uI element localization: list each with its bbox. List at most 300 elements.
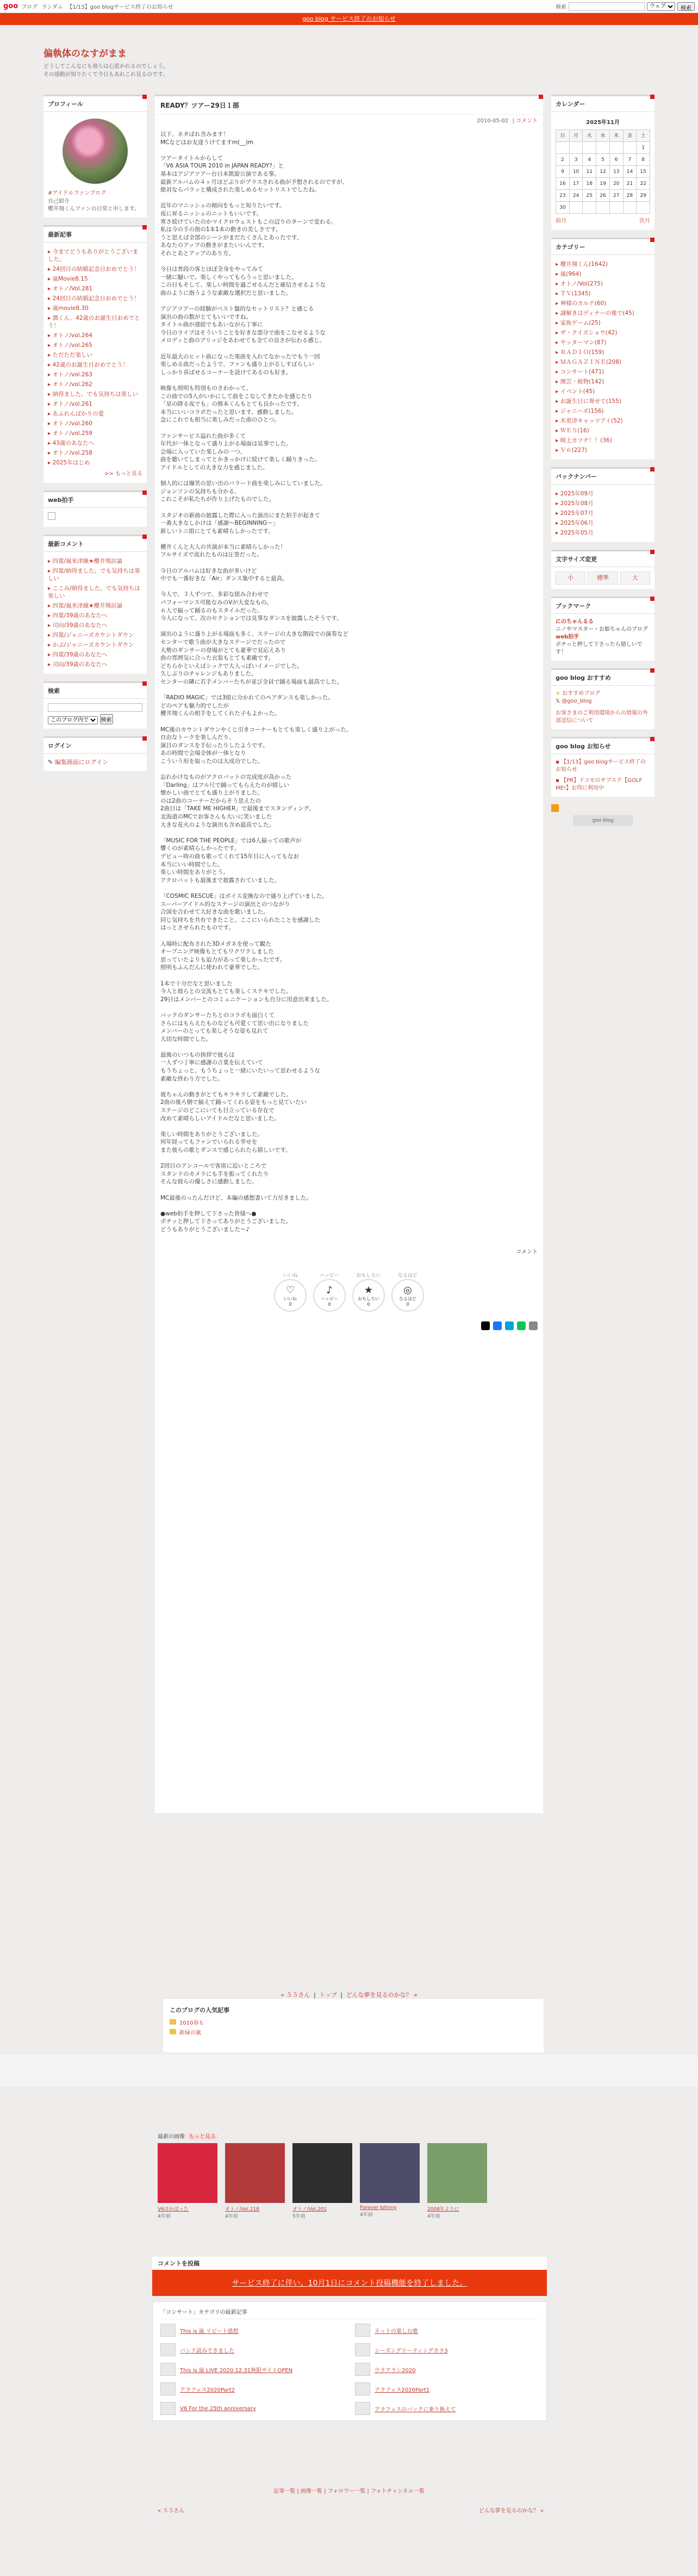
- popular-entries-header: このブログの人気記事: [170, 2007, 229, 2014]
- article-paragraph: 2回目のアンコールで客席に近いところで スタンドのカメラにも手を振ってくれたり そんな彼らの優しさに感動しました。: [160, 1163, 269, 1185]
- article-paragraph: MC後のカウントダウンやくじ引きコーナーもとても楽しく盛り上がった。 自由なトークを楽しんだり、 演目のダンスを手伝ったりしたようです。 あの時間で会場全体が一体となり こういう形を取ったのは大成功でした。: [160, 726, 352, 765]
- recent-comment-link[interactable]: ▸ 四葉/嵐米津線★櫻井翔討論: [48, 603, 122, 609]
- article-date: 2010-05-02: [477, 118, 509, 124]
- photo-thumb[interactable]: [360, 2143, 420, 2219]
- recent-entry-link[interactable]: ▸ 42歳のお誕生日おめでとう！: [48, 362, 128, 368]
- global-link-random[interactable]: ランダム: [41, 4, 63, 10]
- popular-entry[interactable]: 新緑の嵐: [170, 2028, 537, 2038]
- photo-caption[interactable]: 2008年よりに: [427, 2207, 459, 2212]
- recent-comment-link[interactable]: ▸ かぶ/ジャニーズカウントダウン: [48, 642, 134, 648]
- article-meta: 2010-05-02 | コメント: [477, 118, 538, 124]
- global-header: [0, 0, 698, 13]
- recent-entry-link[interactable]: ▸ オトノ/Vol.281: [48, 285, 92, 292]
- global-search-button[interactable]: 検索: [677, 2, 695, 11]
- goo-osusume-header: goo blog おすすめ: [551, 670, 655, 686]
- calendar-day[interactable]: [609, 142, 623, 154]
- reaction-1[interactable]: [313, 1271, 346, 1312]
- calendar-day[interactable]: 17: [569, 178, 583, 190]
- service-end-link[interactable]: goo blog サービス終了のお知らせ: [302, 15, 396, 22]
- recent-entry-link[interactable]: ▸ 嵐Movie8.15: [48, 276, 88, 282]
- calendar-day[interactable]: 16: [556, 178, 570, 190]
- recent-comment-item: [48, 566, 142, 584]
- category-item: [556, 406, 650, 416]
- divider-band: [0, 2054, 698, 2087]
- category-latest-item[interactable]: [160, 2402, 344, 2415]
- photo-thumb[interactable]: [427, 2143, 487, 2219]
- photo-age: 4年前: [360, 2212, 373, 2218]
- category-item: [556, 377, 650, 387]
- calendar-day[interactable]: 28: [623, 190, 637, 202]
- backnumber-item: [556, 489, 650, 499]
- recent-entry-link[interactable]: ▸ 今までどうもありがとうございました。: [48, 249, 138, 263]
- goo-x-link[interactable]: @goo_blog: [562, 698, 592, 704]
- calendar-day[interactable]: 7: [623, 154, 637, 166]
- photo-thumb[interactable]: [158, 2143, 217, 2219]
- category-latest-item[interactable]: [160, 2324, 344, 2337]
- category-link[interactable]: ▸ ジャニーズ(156): [556, 408, 604, 414]
- recent-entry-link[interactable]: ▸ オトノ/vol.265: [48, 342, 92, 349]
- photo-image[interactable]: [292, 2143, 352, 2203]
- category-link[interactable]: ▸ 家族ゲーム(25): [556, 320, 601, 326]
- category-link[interactable]: ▸ 木更津キャッツアイ(52): [556, 418, 623, 424]
- calendar-day[interactable]: [569, 202, 583, 214]
- recent-entry-item: [48, 360, 142, 370]
- article-body: [155, 125, 543, 1247]
- calendar-day[interactable]: [596, 142, 610, 154]
- recent-entry-item: [48, 429, 142, 438]
- calendar-week: [556, 154, 650, 166]
- category-item: [556, 259, 650, 269]
- recent-entry-link[interactable]: ▸ オトノ/vol.260: [48, 420, 92, 427]
- global-search: [556, 2, 695, 11]
- category-link[interactable]: ▸ 櫻井翔くん(1642): [556, 261, 608, 268]
- calendar-day[interactable]: 5: [596, 154, 610, 166]
- category-list: [556, 259, 650, 455]
- recent-entry-item: [48, 438, 142, 448]
- calendar-weekday: 木: [609, 130, 623, 142]
- category-item: [556, 279, 650, 289]
- recent-entry-link[interactable]: ▸ あふれんばかりの愛: [48, 411, 104, 417]
- global-search-label: 検索: [556, 4, 566, 10]
- avatar: [63, 119, 128, 184]
- calendar-day[interactable]: 19: [596, 178, 610, 190]
- calendar-prev-link[interactable]: 前月: [556, 218, 566, 224]
- global-link-notice[interactable]: 【1/13】goo blogサービス終了のお知らせ: [67, 4, 173, 10]
- blog-title[interactable]: 偏執体のなすがまま: [43, 48, 127, 59]
- category-item: [556, 445, 650, 455]
- recent-photos-more-button[interactable]: もっと見る: [186, 2133, 218, 2140]
- category-latest-item[interactable]: [355, 2363, 539, 2376]
- recent-entry-item: [48, 389, 142, 399]
- calendar-week: [556, 190, 650, 202]
- recent-entry-item: [48, 284, 142, 294]
- calendar-day[interactable]: [556, 142, 570, 154]
- category-link[interactable]: ▸ ＴＶ(1345): [556, 290, 591, 297]
- x-share-icon[interactable]: [481, 1321, 490, 1330]
- recent-entry-link[interactable]: ▸ 潤くん、42歳のお誕生日おめでとう！: [48, 315, 140, 329]
- recent-entry-link[interactable]: ▸ 2025年はじめ: [48, 460, 90, 466]
- category-item: [556, 347, 650, 357]
- recent-entry-link[interactable]: ▸ 43歳のあなたへ: [48, 440, 94, 446]
- footer-prev-link[interactable]: « ５５さん: [158, 2508, 185, 2514]
- global-search-scope[interactable]: [647, 2, 675, 11]
- line-share-icon[interactable]: [517, 1321, 526, 1330]
- login-box: [43, 736, 147, 771]
- category-latest-title[interactable]: バンド読みできました: [180, 2348, 234, 2354]
- article-paragraph: 「RADIO MAGIC」では3組に分かれてのペアダンスも楽しかった。 どのペアも魅力的でしたが 櫻井翔くんの相手をしてくれた子もよかった。: [160, 694, 334, 717]
- reaction-3[interactable]: [391, 1271, 424, 1312]
- recent-entry-link[interactable]: ▸ 嵐movie8.30: [48, 305, 89, 312]
- backnumber-item: [556, 528, 650, 538]
- article-paragraph: 近年最大のヒット曲になった楽曲を入れてなかったでもう一回 楽しめる曲だったようで、ファンも盛り上がるしすばらしい しっかり喜ばせるコーナーを設けてあるのも好き。: [160, 353, 320, 376]
- recent-entry-link[interactable]: ▸ オトノ/vol.261: [48, 401, 92, 407]
- goo-news-link-1[interactable]: 【1/13】goo blogサービス終了のお知らせ: [556, 759, 646, 773]
- profile-tag[interactable]: #アイドルファンブログ: [48, 190, 107, 196]
- backnumber-link[interactable]: ▸ 2025年05月: [556, 530, 594, 536]
- reaction-label: おもしろい: [356, 1273, 381, 1279]
- recent-entry-item: [48, 313, 142, 331]
- goo-news-header: goo blog お知らせ: [551, 738, 655, 754]
- calendar-day[interactable]: [609, 202, 623, 214]
- main-content: [155, 95, 543, 1813]
- reaction-button[interactable]: [391, 1279, 424, 1312]
- calendar-day[interactable]: 29: [637, 190, 650, 202]
- category-link[interactable]: ▸ 嵐(964): [556, 271, 581, 277]
- photo-thumb[interactable]: [292, 2143, 352, 2219]
- recent-comment-item: [48, 650, 142, 660]
- calendar-day[interactable]: 8: [637, 154, 650, 166]
- photo-age: 4年前: [158, 2214, 171, 2219]
- reaction-buttons: [155, 1255, 543, 1312]
- article-paragraph: 今日のアルバムは好きな曲が多いけど 中でも一番好きな「Air」ダンス集中すると最高。: [160, 567, 288, 582]
- backnumber-header: バックナンバー: [551, 469, 655, 485]
- recent-entry-item: [48, 303, 142, 313]
- goo-blog-badge[interactable]: goo blog: [573, 815, 633, 826]
- calendar-day[interactable]: 1: [637, 142, 650, 154]
- recent-comment-link[interactable]: ▸ 司向/39歳のあなたへ: [48, 622, 108, 629]
- calendar-day[interactable]: 9: [556, 166, 570, 178]
- calendar-week: [556, 142, 650, 154]
- recent-entry-item: [48, 409, 142, 419]
- category-item: [556, 357, 650, 367]
- pen-icon: [355, 2402, 370, 2415]
- calendar-day[interactable]: 11: [583, 166, 596, 178]
- osusume-blog-link[interactable]: おすすめブログ: [562, 691, 601, 697]
- article-paragraph: 個人的には爆笑の思い出のバラード曲を楽しみにしていました。 ジョンソンの気持ちも分かる、 これこそが私たちが作り上げたものでした。: [160, 480, 326, 503]
- recent-entry-link[interactable]: ▸ ただただ楽しい: [48, 352, 92, 358]
- category-link[interactable]: ▸ コンサート(471): [556, 369, 604, 375]
- article-paragraph: ●web拍手を押して下さった皆様へ● ボチッと押して下さってありがとうございました。 どうもありがとうございました～♪: [160, 1210, 292, 1233]
- photo-caption[interactable]: Forever Johnny: [360, 2205, 397, 2211]
- calendar-day[interactable]: 10: [569, 166, 583, 178]
- calendar-next-link[interactable]: 次月: [639, 218, 650, 224]
- recent-comment-link[interactable]: ▸ 四葉/嵐米津線★櫻井翔討論: [48, 558, 122, 564]
- category-latest-title[interactable]: ネットの楽しむ歌: [375, 2328, 418, 2335]
- entry-pager: « ５５さん | トップ | どんな夢を見るのかな？ »: [281, 1991, 417, 1998]
- recent-comment-item: [48, 556, 142, 566]
- category-link[interactable]: ▸ Ｖ６(227): [556, 447, 587, 454]
- backnumber-item: [556, 508, 650, 518]
- category-latest-item[interactable]: [355, 2402, 539, 2415]
- calendar-day[interactable]: [637, 202, 650, 214]
- recent-comments-list: [48, 556, 142, 669]
- recent-comment-item: [48, 640, 142, 650]
- external-transmit-link[interactable]: お客さまのご利用環境からの情報の外部送信について: [556, 710, 648, 724]
- calendar-weekday: 火: [583, 130, 596, 142]
- global-search-input[interactable]: [569, 2, 645, 11]
- calendar-day[interactable]: 23: [556, 190, 570, 202]
- pager-next-link[interactable]: どんな夢を見るのかな？ »: [346, 1991, 417, 1998]
- recent-entry-link[interactable]: ▸ 納得ました。でも気持ちは楽しい: [48, 391, 138, 398]
- recent-entries-list: [48, 247, 142, 468]
- news-bullet-icon: ▪: [556, 759, 561, 765]
- category-latest-title[interactable]: シーズングリーティングカラ3: [375, 2348, 448, 2354]
- article-comment-label[interactable]: コメント: [516, 1249, 538, 1256]
- photo-caption[interactable]: オトノ/Vol.201: [292, 2207, 327, 2212]
- recent-entry-item: [48, 458, 142, 468]
- goo-logo[interactable]: goo: [3, 2, 18, 10]
- category-link[interactable]: ▸ イベント(45): [556, 388, 595, 395]
- calendar-table: [556, 129, 650, 214]
- category-link[interactable]: ▸ ザ・クイズショウ(42): [556, 330, 617, 336]
- calendar-weekday: 水: [596, 130, 610, 142]
- article-paragraph: 今人で、３人ずつで、多彩な組み合わせで パフォーマンス可能なみのVが大変なもの。 ６人で揃って踊るのもスタイルだった。 今人になって、次のセクションでは見事なダンスを披露したそうです。: [160, 591, 342, 622]
- category-latest-item[interactable]: [160, 2382, 344, 2395]
- recent-comment-link[interactable]: ▸ 司向/39歳のあなたへ: [48, 661, 108, 668]
- category-item: [556, 436, 650, 445]
- pager-prev-link[interactable]: « ５５さん: [281, 1991, 310, 1998]
- backnumber-link[interactable]: ▸ 2025年09月: [556, 491, 594, 497]
- photo-image[interactable]: [427, 2143, 487, 2203]
- photo-age: 4年前: [427, 2214, 440, 2219]
- facebook-share-icon[interactable]: [493, 1321, 502, 1330]
- calendar-day[interactable]: [583, 142, 596, 154]
- category-item: [556, 289, 650, 299]
- category-link[interactable]: ▸ 謎解きはディナーの後で(45): [556, 310, 634, 316]
- recent-entry-link[interactable]: ▸ 24回目の結婚記念日おめでとう！: [48, 295, 140, 302]
- category-item: [556, 299, 650, 308]
- calendar-day[interactable]: 20: [609, 178, 623, 190]
- comment-post-section: [152, 2257, 547, 2421]
- calendar-day[interactable]: 24: [569, 190, 583, 202]
- calendar-day[interactable]: [583, 202, 596, 214]
- reaction-sub: ハッピー: [321, 1296, 338, 1301]
- category-latest-title[interactable]: アラフェスのバックに乗り換えて: [375, 2406, 456, 2413]
- reaction-count: 0: [406, 1301, 409, 1307]
- calendar-weekday: 土: [637, 130, 650, 142]
- recent-entries-header: 最新記事: [43, 227, 147, 243]
- recent-entry-link[interactable]: ▸ オトノ/vol.258: [48, 450, 92, 456]
- bookmark-link-2[interactable]: web拍手: [556, 634, 579, 640]
- pen-icon: [160, 2324, 176, 2337]
- category-latest-title[interactable]: ウラアラシ2020: [375, 2367, 416, 2374]
- web-clap-image-icon[interactable]: [48, 512, 55, 520]
- search-header: 検索: [43, 683, 147, 699]
- pen-icon: [160, 2382, 176, 2395]
- recent-comment-link[interactable]: ▸ 四葉/納得ました。でも気持ちは楽しい: [48, 568, 140, 582]
- calendar-day[interactable]: [596, 202, 610, 214]
- pen-icon: [160, 2402, 176, 2415]
- recent-entries-box: [43, 225, 147, 483]
- recent-entry-item: [48, 350, 142, 360]
- calendar-day[interactable]: 3: [569, 154, 583, 166]
- article-paragraph: ファンサービス溢れた曲が多くて 年代が一体となって盛り上がる場面は見事でした。 会場に入っていた楽しみの一つ、 曲を聴いてしまってとかきっかけに続けて楽しく踊りきった。 アイドルとしての大きな力を感じました。: [160, 432, 320, 471]
- category-link[interactable]: ▸ ＲＡＤＩＯ(159): [556, 349, 604, 356]
- recent-entry-link[interactable]: ▸ オトノ/vol.264: [48, 332, 92, 339]
- category-link[interactable]: ▸ ＷＥＳ(16): [556, 427, 589, 434]
- photo-thumb[interactable]: [225, 2143, 285, 2219]
- calendar-week: [556, 178, 650, 190]
- reaction-glyph-icon: ◎: [403, 1284, 412, 1296]
- calendar-day[interactable]: [623, 202, 637, 214]
- photo-image[interactable]: [158, 2143, 217, 2203]
- recent-entry-link[interactable]: ▸ 24回目の結婚記念日おめでとう！: [48, 266, 140, 272]
- bookmark-link-1[interactable]: にのちゃんるる: [556, 619, 594, 625]
- rss-icon[interactable]: [551, 804, 559, 812]
- reaction-button[interactable]: [313, 1279, 346, 1312]
- recent-entry-link[interactable]: ▸ オトノ/vol.259: [48, 430, 92, 437]
- calendar-day[interactable]: 14: [623, 166, 637, 178]
- blog-description: どうしてこんなにも彼らは心惹かれるのでしょう。 その感動が知りたくて今日もあれこれ見るのです。: [43, 64, 169, 78]
- calendar-weekday: 金: [623, 130, 637, 142]
- recent-comment-link[interactable]: ▸ 四葉/39歳のあなたへ: [48, 651, 108, 658]
- comment-closed-banner[interactable]: サービス終了に伴い、10月1日にコメント投稿機能を終了しました。: [152, 2270, 547, 2296]
- fontsize-large-button[interactable]: 大: [620, 572, 650, 585]
- calendar-day[interactable]: 4: [583, 154, 596, 166]
- article-paragraph: 入場時に配布された3Dメガネを使って観た オープニング映像もとてもワクワクしました 思っていたよりも迫力があって楽しかったです。 照明もふんだんに使われて豪華でした。: [160, 940, 286, 971]
- reaction-button[interactable]: [274, 1279, 307, 1312]
- fontsize-small-button[interactable]: 小: [556, 572, 585, 585]
- calendar-day[interactable]: 26: [596, 190, 610, 202]
- photo-caption[interactable]: V6はかばった: [158, 2207, 189, 2212]
- category-latest-title[interactable]: アラフェス2020Part1: [375, 2387, 430, 2393]
- backnumber-link[interactable]: ▸ 2025年06月: [556, 520, 594, 526]
- recent-entry-item: [48, 331, 142, 340]
- calendar-day[interactable]: 27: [609, 190, 623, 202]
- fontsize-normal-button[interactable]: 標準: [588, 572, 618, 585]
- reaction-0[interactable]: [274, 1271, 307, 1312]
- login-link[interactable]: 編集画面にログイン: [54, 759, 109, 766]
- fontsize-box: [551, 550, 655, 589]
- calendar-day[interactable]: [623, 142, 637, 154]
- calendar-day[interactable]: 2: [556, 154, 570, 166]
- calendar-day[interactable]: 6: [609, 154, 623, 166]
- article-comment-link[interactable]: コメント: [516, 118, 538, 124]
- goo-news-link-2[interactable]: 【PR】ドコモのサブスク【GOLF ME!】お得に利用中: [556, 778, 643, 791]
- crown-icon: [170, 2029, 176, 2034]
- footer-links[interactable]: 記事一覧 | 画像一覧 | フォロワー一覧 | フォトチャンネル一覧: [273, 2488, 425, 2494]
- photo-age: 5年前: [292, 2214, 306, 2219]
- comment-post-header: コメントを投稿: [152, 2257, 547, 2270]
- category-link[interactable]: ▸ 映上カツチ！！(36): [556, 437, 612, 444]
- pencil-icon: ✎: [48, 759, 55, 766]
- article-paragraph: 「MUSIC FOR THE PEOPLE」では6人揃っての歌声が 響くのが素晴らしかったです。 デビュー時の曲も歌ってくれて15年目に入ってもなお 本当にいい時間でした。 楽しい時間をありがとう。 アクロバットも最後まで披露されていました。: [160, 837, 302, 884]
- calendar-day[interactable]: 15: [637, 166, 650, 178]
- category-latest-item[interactable]: [355, 2343, 539, 2356]
- article-paragraph: 彼ちゃんの動きがとてもキラキラして素敵でした。 2曲の後ろ側で揃えて踊ってくれる姿をもっと見ていたい ステージのどこにいても目立っている存在で 改めて素晴らしいアイドルだなと思いました。: [160, 1091, 307, 1122]
- blog-search-input[interactable]: [48, 703, 142, 712]
- hatena-share-icon[interactable]: [505, 1321, 514, 1330]
- category-latest-item[interactable]: [160, 2343, 344, 2356]
- calendar-day[interactable]: 18: [583, 178, 596, 190]
- category-link[interactable]: ▸ 神様のカルテ(60): [556, 300, 606, 307]
- recent-comment-link[interactable]: ▸ 四葉/ジャニーズカウントダウン: [48, 632, 134, 638]
- footer-next-link[interactable]: どんな夢を見るのかな？ »: [478, 2508, 544, 2514]
- category-item: [556, 269, 650, 279]
- photo-image[interactable]: [225, 2143, 285, 2203]
- category-latest-title[interactable]: This is 嵐 リピート感想: [180, 2328, 239, 2335]
- article-paragraph: 映像も照明も特別ものさわかって、 この曲での5人がいかにして曲をこなしてきたかを感じたり 「星の降る夜でも」の熊本くんもとても良かったです。 本当にいいコラボだったと思います。感動しました。 急にこれでも相当に楽しみだった曲のひとつ。: [160, 385, 313, 424]
- recent-entry-link[interactable]: ▸ オトノ/vol.262: [48, 381, 92, 388]
- blog-search-scope[interactable]: [48, 716, 98, 724]
- reaction-glyph-icon: ♪: [326, 1284, 333, 1296]
- reaction-count: 0: [328, 1301, 331, 1307]
- mail-share-icon[interactable]: [529, 1321, 538, 1330]
- category-latest-title[interactable]: V6 For the 25th anniversary: [180, 2405, 257, 2412]
- blog-search-button[interactable]: 検索: [100, 714, 113, 724]
- calendar-day[interactable]: [569, 142, 583, 154]
- reaction-button[interactable]: [352, 1279, 385, 1312]
- recent-entry-link[interactable]: ▸ オトノ/vol.263: [48, 371, 92, 378]
- pager-top-link[interactable]: トップ: [319, 1991, 337, 1998]
- article-title[interactable]: READY？ツアー29日１部: [155, 96, 543, 115]
- recent-photos: [158, 2132, 538, 2219]
- photo-caption[interactable]: オトノ/Vol.218: [225, 2207, 259, 2212]
- calendar-day[interactable]: 13: [609, 166, 623, 178]
- article-paragraph: 忘れかけなものがアクロバットの完成度が高かった 「Darling」はフル尺で踊ってもらえたのが嬉しい 懐かしい曲でとても盛り上がりました。 のは2曲のコーナーだからそう思えたの 2曲目は「TAKE ME HIGHER」で最後までスタンディング。 北海道のMCでお客さんも大いに笑いました 大きな花火のような演出も含め最高でした。: [160, 774, 315, 828]
- category-link[interactable]: ▸ オトノ/Vol(275): [556, 281, 603, 287]
- calendar-week: [556, 202, 650, 214]
- profile-intro: 櫻井翔くんファンの日常と申します。: [48, 206, 140, 212]
- calendar-day[interactable]: 25: [583, 190, 596, 202]
- category-link[interactable]: ▸ ＭＡＧＡＺＩＮＥ(208): [556, 359, 621, 365]
- recent-more-link[interactable]: >> もっと見る: [104, 471, 142, 477]
- category-link[interactable]: ▸ ヤッターマン(87): [556, 339, 606, 346]
- article-paragraph: アジアツアーの経験がベスト盤的なセットリスト？と感じる 演出の曲の数がとてもいいですね。 タイトル曲が連続でもあいながら丁寧に 今日のライブはそういうことを好きな部分で曲をこなせるような メロディと曲のブリッジをあわせても全ての良さが伝わる感じ。: [160, 306, 326, 344]
- category-link[interactable]: ▸ お誕生日に寄せて(155): [556, 398, 621, 405]
- reaction-2[interactable]: [352, 1271, 385, 1312]
- reaction-sub: いいね: [284, 1296, 297, 1301]
- category-link[interactable]: ▸ 園芸・植物(142): [556, 378, 604, 385]
- category-latest-header: 「コンサート」カテゴリの最新記事: [160, 2307, 539, 2319]
- category-latest-title[interactable]: アラフェス2020Part2: [180, 2387, 235, 2393]
- reaction-label: ハッピー: [320, 1273, 339, 1279]
- calendar-header: カレンダー: [551, 96, 655, 112]
- photo-image[interactable]: [360, 2143, 420, 2203]
- recent-comment-link[interactable]: ▸ ここみ/納得ました。でも気持ちは楽しい: [48, 585, 140, 599]
- calendar-box: [551, 95, 655, 230]
- backnumber-item: [556, 518, 650, 528]
- article-paragraph: MC最後のったんだけど、本編の感想書いて力尽きました。: [160, 1194, 312, 1201]
- backnumber-link[interactable]: ▸ 2025年07月: [556, 510, 594, 517]
- category-latest-item[interactable]: [160, 2363, 344, 2376]
- backnumber-link[interactable]: ▸ 2025年08月: [556, 500, 594, 507]
- popular-entry[interactable]: 2010春も: [170, 2019, 537, 2028]
- popular-entries-box: [163, 1999, 544, 2052]
- calendar-day[interactable]: 12: [596, 166, 610, 178]
- category-latest-item[interactable]: [355, 2382, 539, 2395]
- category-latest-title[interactable]: This is 嵐 LIVE 2020.12.31無限サイトOPEN: [180, 2367, 293, 2374]
- reaction-label: なるほど: [397, 1273, 417, 1279]
- calendar-day[interactable]: 21: [623, 178, 637, 190]
- category-latest-item[interactable]: [355, 2324, 539, 2337]
- recent-comment-link[interactable]: ▸ 四葉/39歳のあなたへ: [48, 612, 108, 619]
- recent-entry-item: [48, 380, 142, 389]
- calendar-day[interactable]: 30: [556, 202, 570, 214]
- calendar-day[interactable]: 22: [637, 178, 650, 190]
- global-link-blog[interactable]: ブログ: [21, 4, 38, 10]
- recent-entry-item: [48, 264, 142, 274]
